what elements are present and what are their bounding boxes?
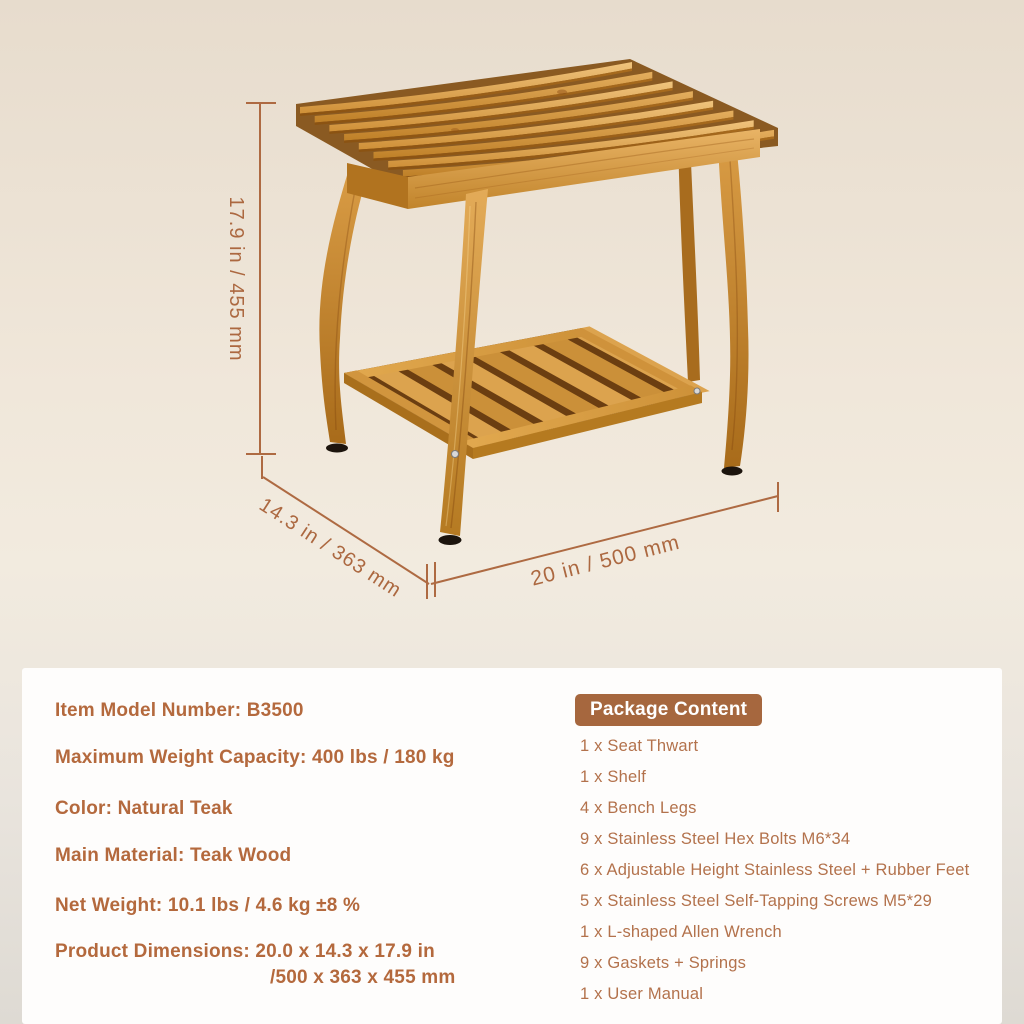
package-item-gaskets-springs: 9 x Gaskets + Springs (580, 954, 747, 972)
depth-dimension-label: 14.3 in / 363 mm (255, 493, 406, 603)
package-item-tapping-screws: 5 x Stainless Steel Self-Tapping Screws M5*29 (580, 892, 933, 910)
package-item-seat-thwart: 1 x Seat Thwart (580, 737, 699, 755)
spec-model-number: Item Model Number: B3500 (55, 700, 304, 721)
package-item-adjustable-feet: 6 x Adjustable Height Stainless Steel + Rubber Feet (580, 861, 970, 879)
package-item-hex-bolts: 9 x Stainless Steel Hex Bolts M6*34 (580, 830, 851, 848)
spec-color: Color: Natural Teak (55, 798, 233, 819)
package-item-bench-legs: 4 x Bench Legs (580, 799, 697, 817)
package-item-user-manual: 1 x User Manual (580, 985, 704, 1003)
spec-product-dimensions-line1: Product Dimensions: 20.0 x 14.3 x 17.9 in (55, 941, 435, 962)
spec-net-weight: Net Weight: 10.1 lbs / 4.6 kg ±8 % (55, 895, 361, 916)
width-dimension-label: 20 in / 500 mm (528, 530, 683, 591)
spec-product-dimensions-line2: /500 x 363 x 455 mm (270, 967, 456, 988)
package-item-shelf: 1 x Shelf (580, 768, 647, 786)
spec-material: Main Material: Teak Wood (55, 845, 292, 866)
spec-weight-capacity: Maximum Weight Capacity: 400 lbs / 180 kg (55, 747, 455, 768)
package-item-allen-wrench: 1 x L-shaped Allen Wrench (580, 923, 782, 941)
package-content-header: Package Content (575, 694, 762, 726)
height-dimension-label: 17.9 in / 455 mm (225, 196, 247, 362)
height-dimension-line (246, 103, 276, 454)
